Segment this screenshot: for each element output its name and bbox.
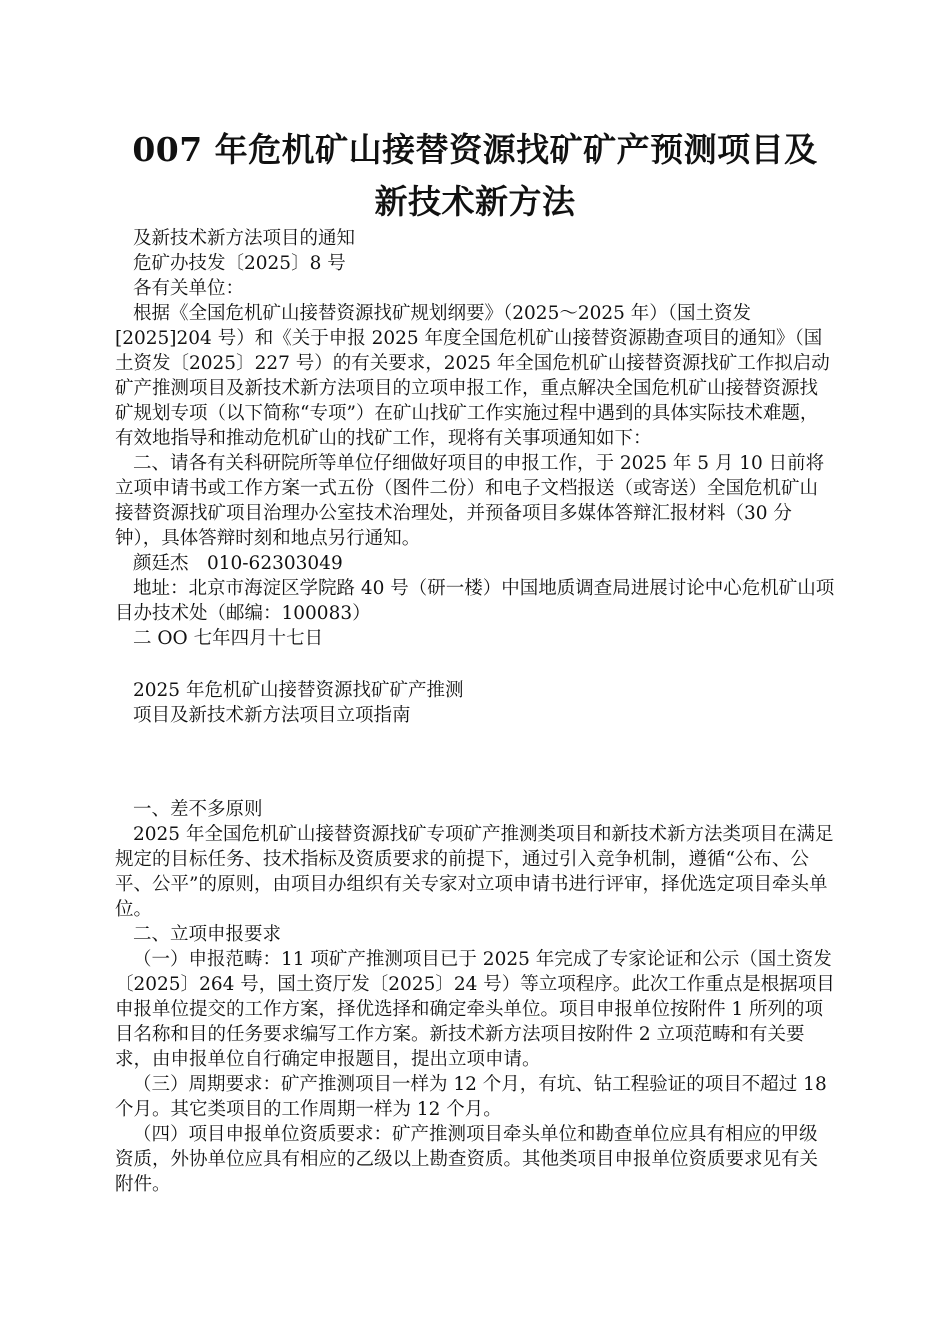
notice-paragraph-1: 根据《全国危机矿山接替资源找矿规划纲要》（2025～2025 年）（国土资发[2025]204 号）和《关于申报 2025 年度全国危机矿山接替资源勘查项目的通知》（国土资发〔2025〕227 号）的有关要求，2025 年全国危机矿山接替资源找矿工作拟启动矿产推测项目及新技术新方法项目的立项申报工作，重点解决全国危机矿山接替资源找矿规划专项（以下简称“专项”）在矿山找矿工作实施过程中遇到的具体实际技术难题，有效地指导和推动危机矿山的找矿工作，现将有关事项通知如下： — [115, 303, 830, 449]
spacer — [115, 728, 835, 797]
section-2-heading: 二、立项申报要求 — [133, 924, 282, 945]
document-title-line-1: 007 年危机矿山接替资源找矿矿产预测项目及 — [132, 130, 818, 169]
guide-title-line-1: 2025 年危机矿山接替资源找矿矿产推测 — [133, 680, 464, 701]
notice-subtitle: 及新技术新方法项目的通知 — [133, 228, 356, 249]
requirement-item-3: （三）周期要求：矿产推测项目一样为 12 个月，有坑、钻工程验证的项目不超过 18 个月。其它类项目的工作周期一样为 12 个月。 — [115, 1074, 827, 1120]
section-1-heading: 一、差不多原则 — [133, 799, 263, 820]
section-1-text: 2025 年全国危机矿山接替资源找矿专项矿产推测类项目和新技术新方法类项目在满足规定的目标任务、技术指标及资质要求的前提下，通过引入竞争机制，遵循“公布、公平、公平”的原则，由项目办组织有关专家对立项申请书进行评审，择优选定项目牵头单位。 — [115, 824, 834, 920]
doc-number: 危矿办技发〔2025〕8 号 — [133, 253, 346, 274]
spacer — [115, 651, 835, 678]
salutation: 各有关单位： — [133, 278, 245, 299]
document-body — [115, 226, 835, 1197]
address-line: 地址：北京市海淀区学院路 40 号（研一楼）中国地质调查局进展讨论中心危机矿山项目办技术处（邮编：100083） — [115, 578, 835, 624]
guide-title-line-2: 项目及新技术新方法项目立项指南 — [133, 705, 411, 726]
requirement-item-1: （一）申报范畴：11 项矿产推测项目已于 2025 年完成了专家论证和公示（国土资发〔2025〕264 号，国土资厅发〔2025〕24 号）等立项程序。此次工作重点是根据项目申报单位提交的工作方案，择优选择和确定牵头单位。项目申报单位按附件 1 所列的项目名称和目的任务要求编写工作方案。新技术新方法项目按附件 2 立项范畴和有关要求，由申报单位自行确定申报题目，提出立项申请。 — [115, 949, 835, 1070]
document-title-line-2: 新技术新方法 — [374, 182, 576, 221]
issue-date: 二 OO 七年四月十七日 — [133, 628, 324, 649]
notice-paragraph-2: 二、请各有关科研院所等单位仔细做好项目的申报工作，于 2025 年 5 月 10 日前将立项申请书或工作方案一式五份（图件二份）和电子文档报送（或寄送）全国危机矿山接替资源找矿项目治理办公室技术治理处，并预备项目多媒体答辩汇报材料（30 分钟），具体答辩时刻和地点另行通知。 — [115, 453, 825, 549]
contact-line: 颜廷杰 010-62303049 — [133, 553, 343, 574]
requirement-item-4: （四）项目申报单位资质要求：矿产推测项目牵头单位和勘查单位应具有相应的甲级资质，外协单位应具有相应的乙级以上勘查资质。其他类项目申报单位资质要求见有关附件。 — [115, 1124, 819, 1195]
